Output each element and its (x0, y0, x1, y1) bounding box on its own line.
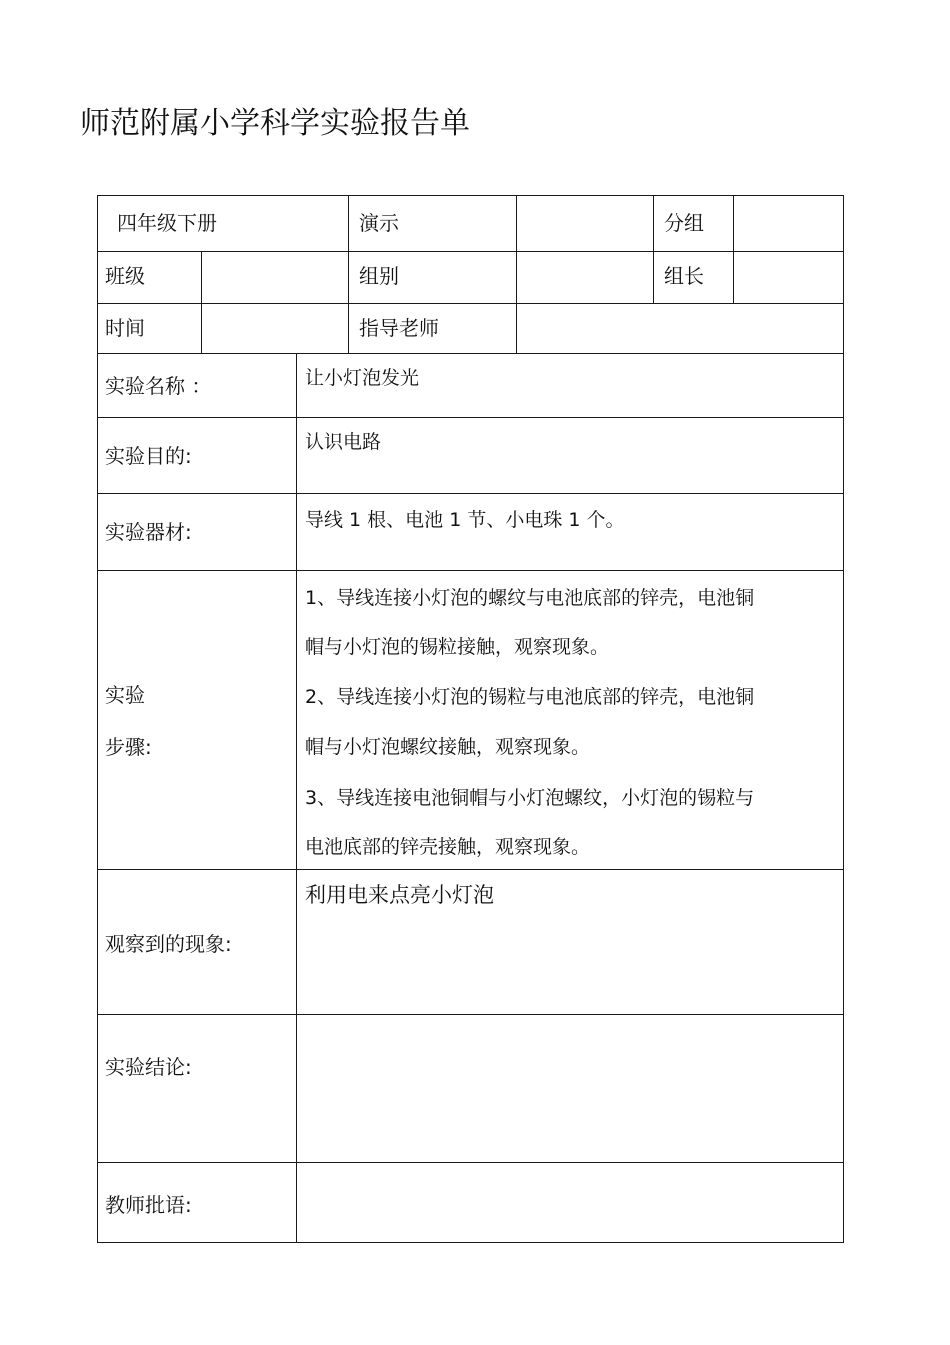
table-border-top (97, 195, 844, 196)
step-line: 2、导线连接小灯泡的锡粒与电池底部的锌壳，电池铜 (305, 686, 755, 708)
materials-value: 导线 1 根、电池 1 节、小电珠 1 个。 (305, 509, 625, 531)
purpose-value: 认识电路 (305, 431, 382, 453)
group-label: 分组 (664, 211, 704, 235)
row-divider (97, 353, 844, 354)
materials-label: 实验器材: (105, 520, 192, 544)
report-table (97, 195, 844, 1243)
step-line: 1、导线连接小灯泡的螺纹与电池底部的锌壳，电池铜 (305, 587, 755, 609)
grade-label: 四年级下册 (117, 211, 217, 235)
experiment-name-value: 让小灯泡发光 (305, 367, 420, 389)
team-label: 组别 (359, 264, 399, 288)
steps-label-line2: 步骤: (105, 735, 152, 759)
table-border-left (97, 195, 98, 1243)
column-divider (653, 195, 654, 303)
step-line: 电池底部的锌壳接触，观察现象。 (305, 836, 591, 858)
steps-label-line1: 实验 (105, 683, 145, 707)
row-divider (97, 1162, 844, 1163)
observation-label: 观察到的现象: (105, 932, 232, 956)
teacher-label: 指导老师 (359, 316, 439, 340)
column-divider (733, 195, 734, 303)
row-divider (97, 417, 844, 418)
row-divider (97, 570, 844, 571)
leader-label: 组长 (664, 264, 704, 288)
column-divider (201, 251, 202, 353)
column-divider (296, 353, 297, 1243)
row-divider (97, 303, 844, 304)
purpose-label: 实验目的: (105, 444, 192, 468)
row-divider (97, 251, 844, 252)
time-label: 时间 (105, 316, 145, 340)
experiment-name-label: 实验名称 ： (105, 374, 212, 398)
step-line: 帽与小灯泡的锡粒接触，观察现象。 (305, 636, 610, 658)
column-divider (516, 195, 517, 353)
step-line: 3、导线连接电池铜帽与小灯泡螺纹，小灯泡的锡粒与 (305, 787, 755, 809)
step-line: 帽与小灯泡螺纹接触，观察现象。 (305, 736, 591, 758)
demo-label: 演示 (359, 211, 399, 235)
row-divider (97, 1014, 844, 1015)
column-divider (348, 195, 349, 353)
page-title: 师范附属小学科学实验报告单 (80, 106, 470, 141)
conclusion-label: 实验结论: (105, 1055, 192, 1079)
observation-value: 利用电来点亮小灯泡 (305, 883, 494, 907)
teacher-comment-label: 教师批语: (105, 1193, 192, 1217)
row-divider (97, 493, 844, 494)
row-divider (97, 869, 844, 870)
table-border-right (843, 195, 844, 1243)
table-border-bottom (97, 1242, 844, 1243)
class-label: 班级 (105, 264, 145, 288)
